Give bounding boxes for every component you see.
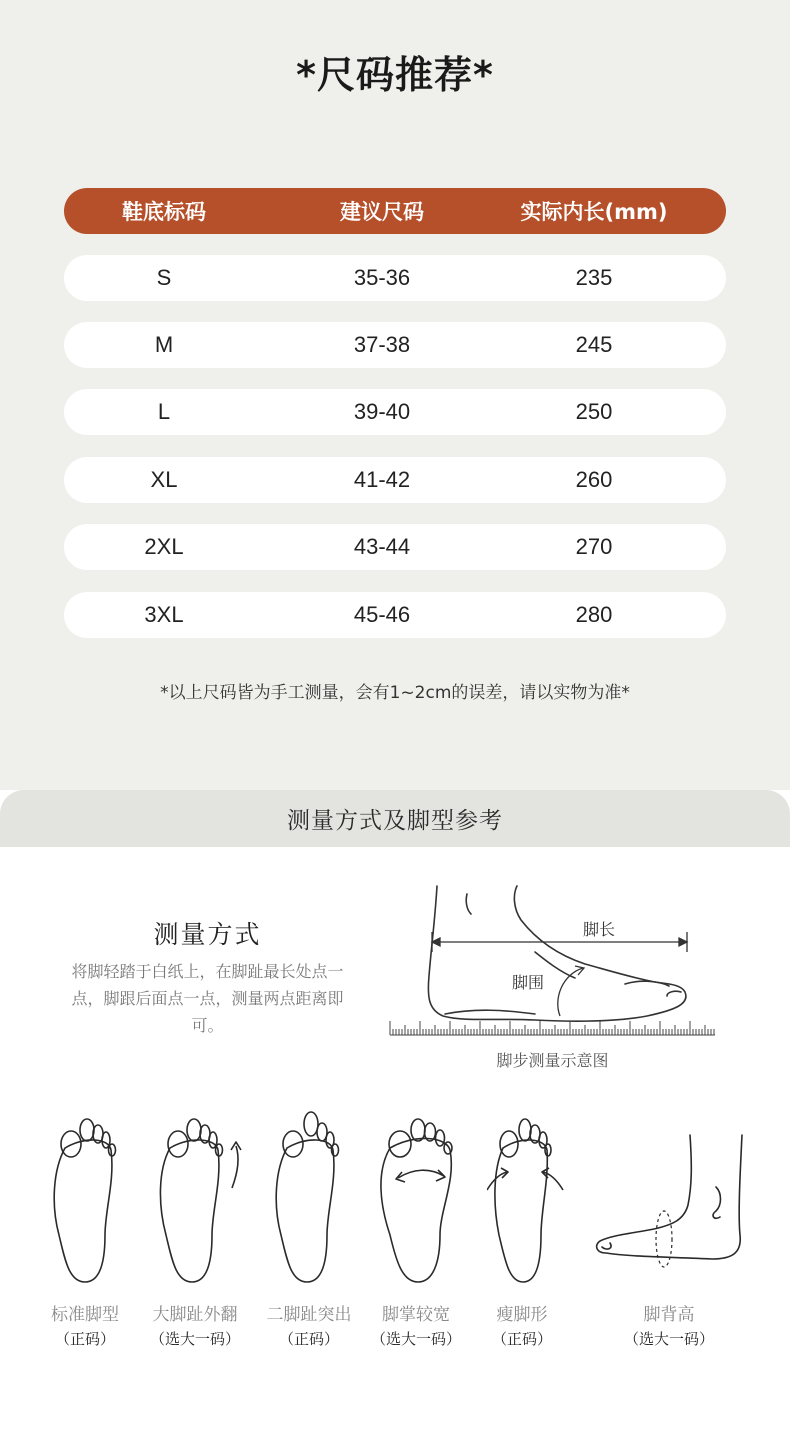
row-size: 37-38 [353,332,411,357]
thin-foot-icon [487,1110,567,1290]
diagram-caption: 脚步测量示意图 [496,1051,609,1070]
table-row [64,322,726,368]
row-label: M [154,332,174,357]
foot-type-advice: （选大一码） [149,1330,240,1348]
wide-foot-icon [378,1110,468,1290]
header-sole-size: 鞋底标码 [122,200,206,224]
foot-type-advice: （选大一码） [370,1330,461,1348]
table-row [64,389,726,435]
row-length: 250 [575,399,613,424]
measurement-note: *以上尺码皆为手工测量，会有1~2cm的误差，请以实物为准* [160,683,630,703]
foot-type-advice: （正码） [54,1330,115,1348]
bunion-foot-icon [158,1110,248,1290]
measure-title: 测量方式 [153,920,262,949]
row-label: XL [150,467,178,492]
foot-type-advice: （正码） [278,1330,339,1348]
row-size: 41-42 [353,467,411,492]
row-label: 3XL [144,602,184,627]
section-title: 测量方式及脚型参考 [0,790,790,847]
foot-type-advice: （正码） [491,1330,552,1348]
diagram-length-label: 脚长 [582,922,616,939]
foot-type-name: 瘦脚形 [496,1305,548,1325]
foot-type-name: 二脚趾突出 [266,1305,352,1325]
row-length: 235 [575,265,613,290]
row-size: 45-46 [353,602,411,627]
page-title: *尺码推荐* [296,53,494,97]
standard-foot-icon [45,1110,125,1290]
diagram-girth-label: 脚围 [511,975,545,992]
high-instep-foot-icon [592,1125,752,1270]
row-length: 245 [575,332,613,357]
foot-type-name: 大脚趾外翻 [152,1305,238,1325]
table-row [64,592,726,638]
row-length: 260 [575,467,613,492]
measure-description: 将脚轻踏于白纸上，在脚趾最长处点一点，脚跟后面点一点，测量两点距离即可。 [71,962,344,1035]
table-row [64,524,726,570]
header-suggested-size: 建议尺码 [340,200,424,224]
table-row [64,457,726,503]
row-label: 2XL [144,534,184,559]
row-length: 280 [575,602,613,627]
header-inner-length: 实际内长(mm) [520,200,668,224]
table-header [64,188,726,234]
row-size: 39-40 [353,399,411,424]
foot-type-advice: （选大一码） [623,1330,714,1348]
row-size: 35-36 [353,265,411,290]
foot-type-name: 脚背高 [643,1305,695,1325]
foot-measure-diagram [385,880,720,1040]
foot-type-name: 脚掌较宽 [382,1305,450,1325]
row-length: 270 [575,534,613,559]
table-row [64,255,726,301]
row-label: S [156,265,172,290]
row-size: 43-44 [353,534,411,559]
second-toe-foot-icon [273,1110,353,1290]
foot-type-name: 标准脚型 [51,1305,119,1325]
row-label: L [157,399,171,424]
